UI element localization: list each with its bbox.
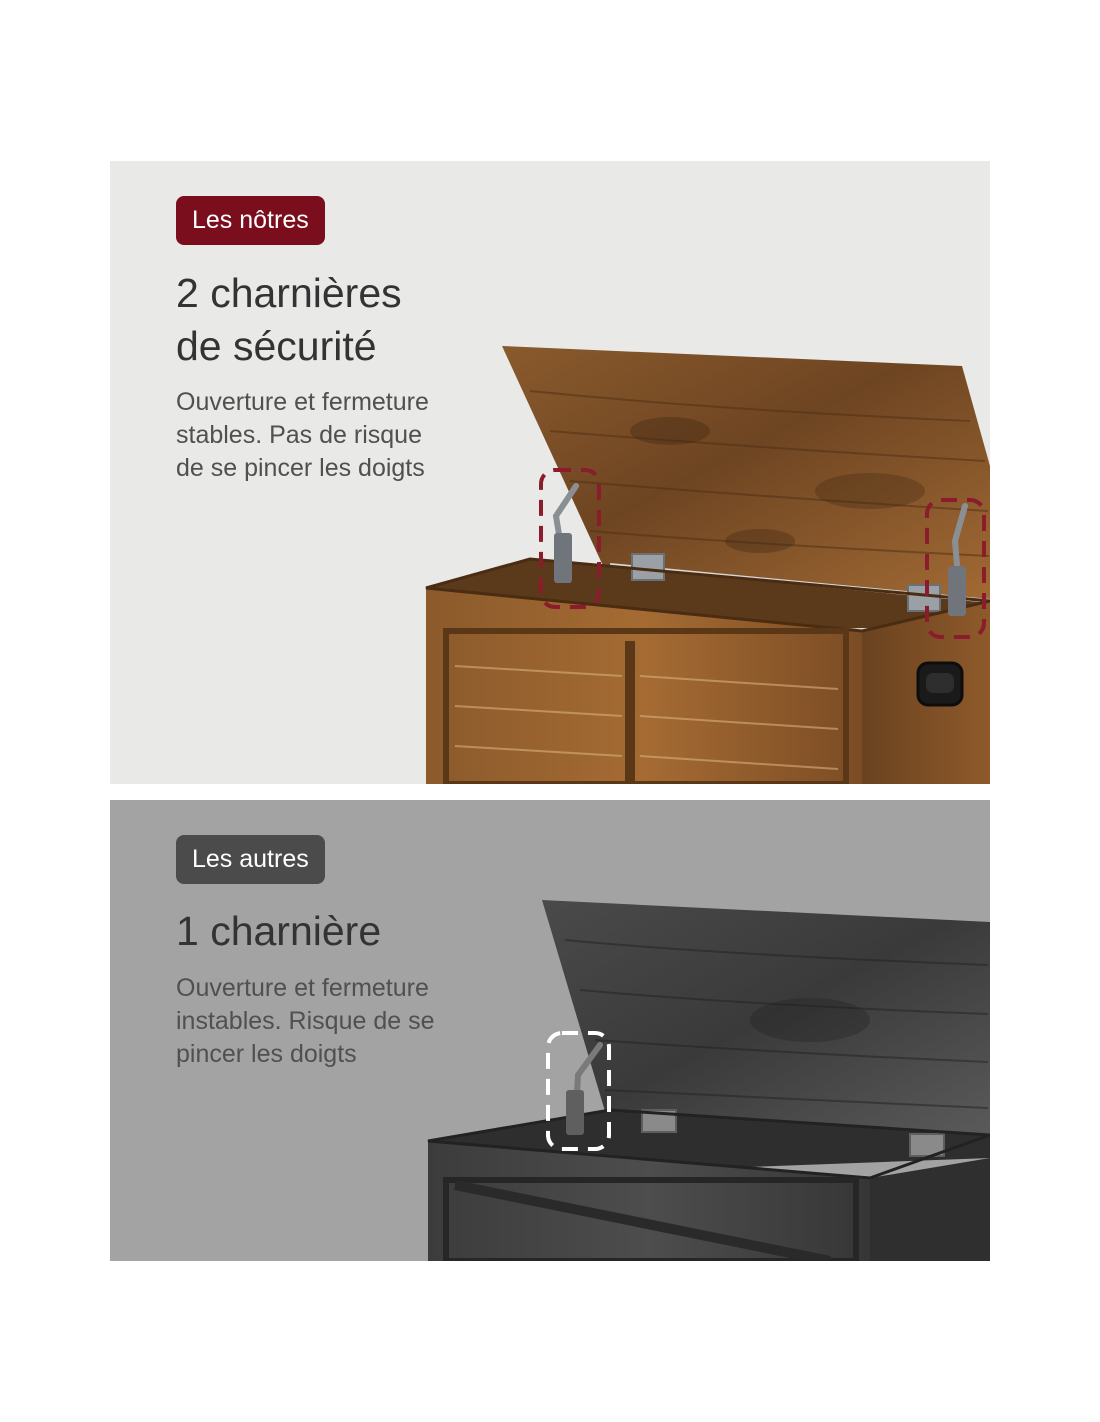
title-ours bbox=[176, 267, 402, 373]
description-others-line1: Ouverture et fermeture bbox=[176, 974, 429, 1002]
description-others-line3: pincer les doigts bbox=[176, 1040, 357, 1068]
badge-others: Les autres bbox=[176, 835, 325, 884]
chest-side bbox=[870, 1158, 990, 1261]
comparison-panel-ours bbox=[110, 161, 990, 784]
description-ours-line1: Ouverture et fermeture bbox=[176, 388, 429, 416]
description-others-line2: instables. Risque de se bbox=[176, 1007, 435, 1035]
description-ours-line3: de se pincer les doigts bbox=[176, 454, 425, 482]
description-ours bbox=[176, 386, 429, 485]
title-ours-line2: de sécurité bbox=[176, 323, 377, 369]
description-others bbox=[176, 972, 434, 1071]
title-others-line1: 1 charnière bbox=[176, 908, 382, 954]
title-ours-line1: 2 charnières bbox=[176, 270, 402, 316]
title-others bbox=[176, 905, 381, 958]
metal-hinge-plate-left bbox=[632, 554, 664, 580]
comparison-panel-others bbox=[110, 800, 990, 1261]
metal-hinge-plate-right bbox=[908, 585, 940, 611]
badge-ours: Les nôtres bbox=[176, 196, 325, 245]
description-ours-line2: stables. Pas de risque bbox=[176, 421, 422, 449]
